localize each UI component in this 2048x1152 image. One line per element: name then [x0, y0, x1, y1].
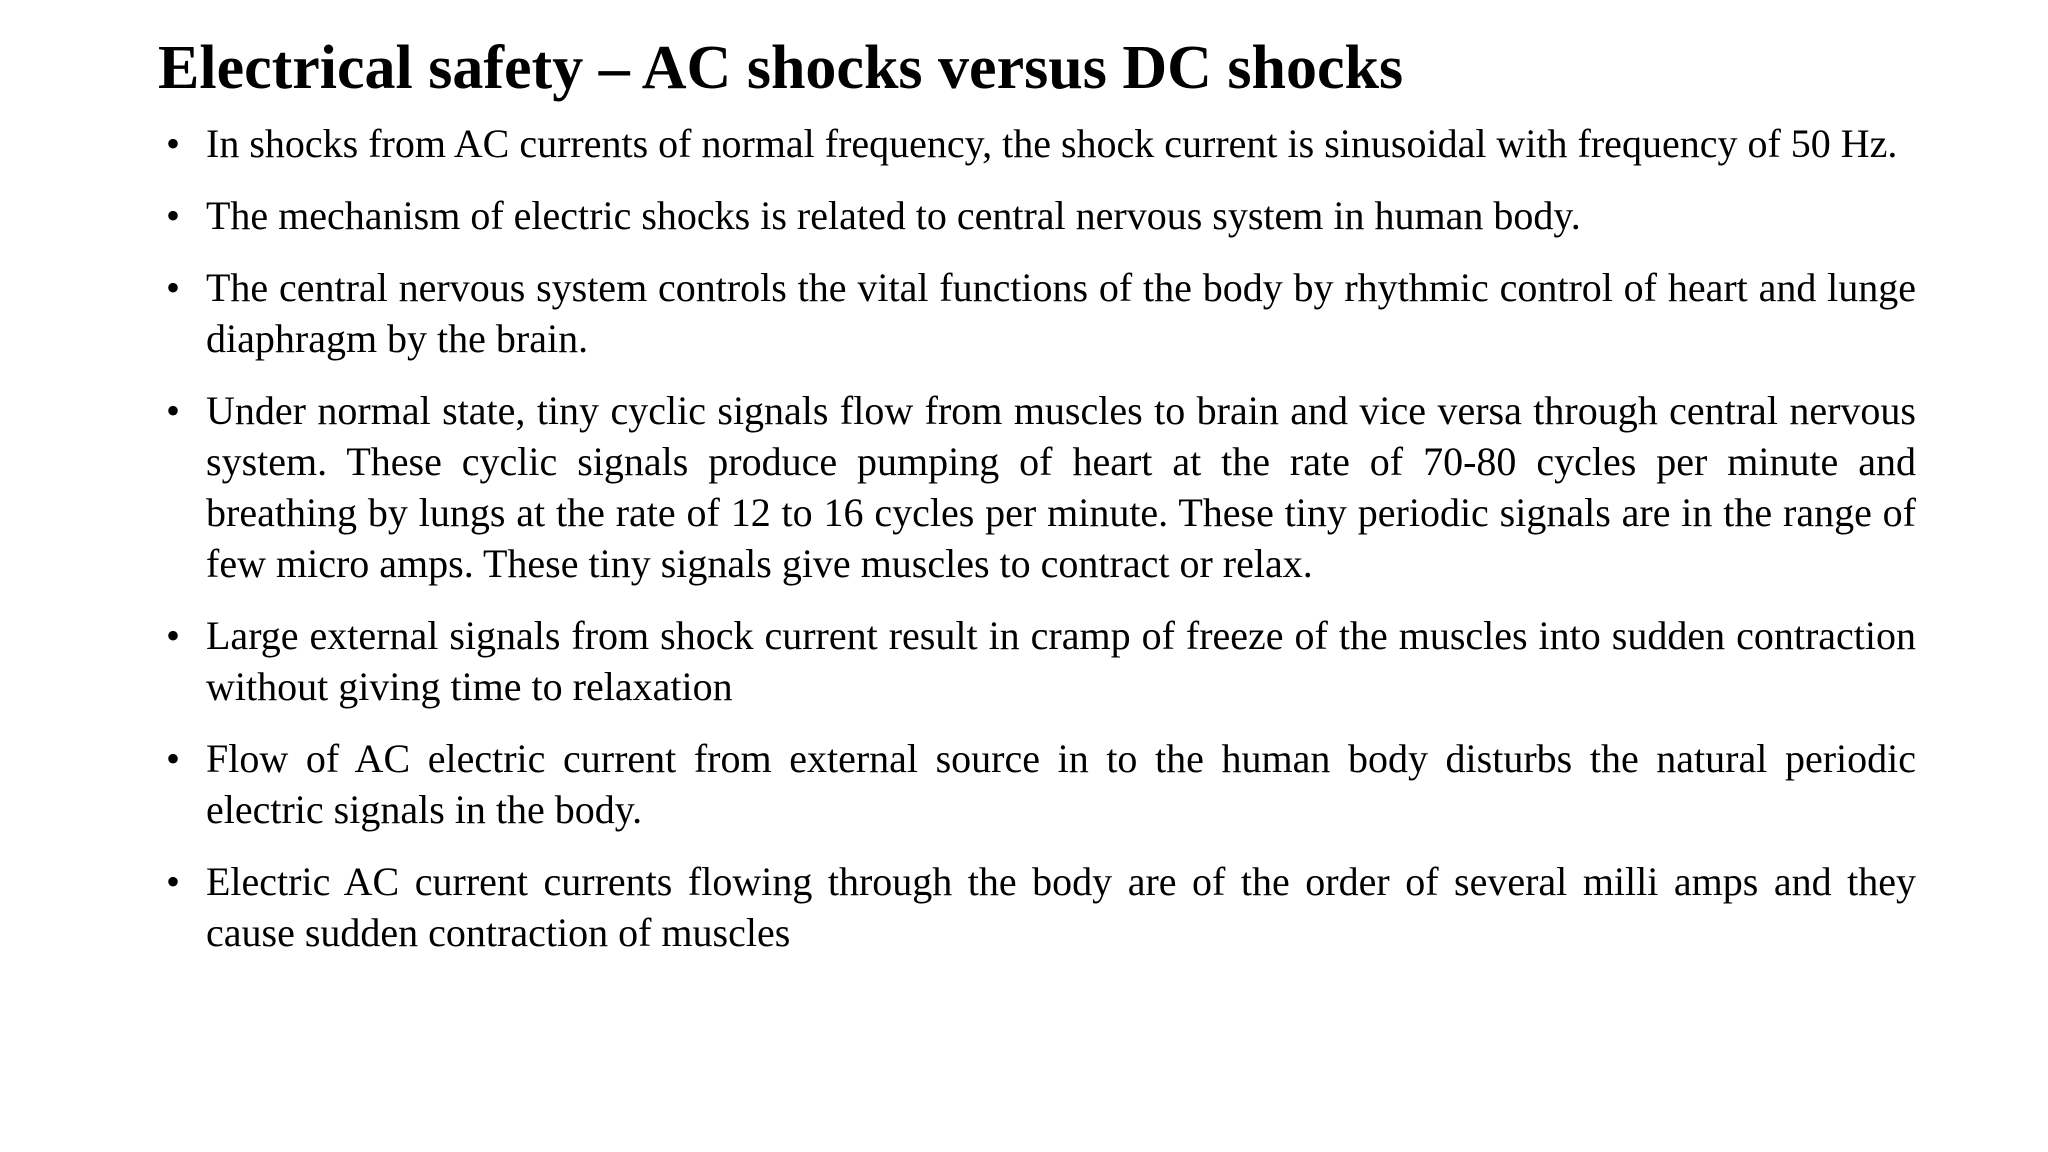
bullet-text: The mechanism of electric shocks is related to central nervous system in human body. [206, 193, 1581, 238]
bullet-text: In shocks from AC currents of normal frequency, the shock current is sinusoidal with frequency of 50 Hz. [206, 121, 1898, 166]
bullet-text: Under normal state, tiny cyclic signals flow from muscles to brain and vice versa through central nervous system. These cyclic signals produce pumping of heart at the rate of 70-80 cycles per minute and breathing by lungs at the rate of 12 to 16 cycles per minute. These tiny periodic signals are in the range of few micro amps. These tiny signals give muscles to contract or relax. [206, 388, 1916, 586]
bullet-dot-icon: • [166, 388, 181, 433]
bullet-item-5 [164, 610, 1916, 712]
slide-title: Electrical safety – AC shocks versus DC shocks [158, 34, 1404, 102]
bullet-text: Large external signals from shock current result in cramp of freeze of the muscles into sudden contraction without giving time to relaxation [206, 613, 1916, 709]
bullet-item-7 [164, 856, 1916, 958]
bullet-text: Electric AC current currents flowing through the body are of the order of several milli amps and they cause sudden contraction of muscles [206, 859, 1916, 955]
bullet-item-4 [164, 385, 1916, 589]
bullet-text: The central nervous system controls the vital functions of the body by rhythmic control of heart and lunge diaphragm by the brain. [206, 265, 1916, 361]
bullet-item-3 [164, 262, 1916, 364]
bullet-dot-icon: • [166, 121, 181, 166]
bullet-list [164, 118, 1916, 958]
bullet-dot-icon: • [166, 613, 181, 658]
bullet-item-6 [164, 733, 1916, 835]
bullet-dot-icon: • [166, 193, 181, 238]
bullet-item-2 [164, 190, 1916, 241]
bullet-dot-icon: • [166, 265, 181, 310]
bullet-item-1 [164, 118, 1916, 169]
bullet-dot-icon: • [166, 736, 181, 781]
bullet-dot-icon: • [166, 859, 181, 904]
bullet-text: Flow of AC electric current from external source in to the human body disturbs the natural periodic electric signals in the body. [206, 736, 1916, 832]
